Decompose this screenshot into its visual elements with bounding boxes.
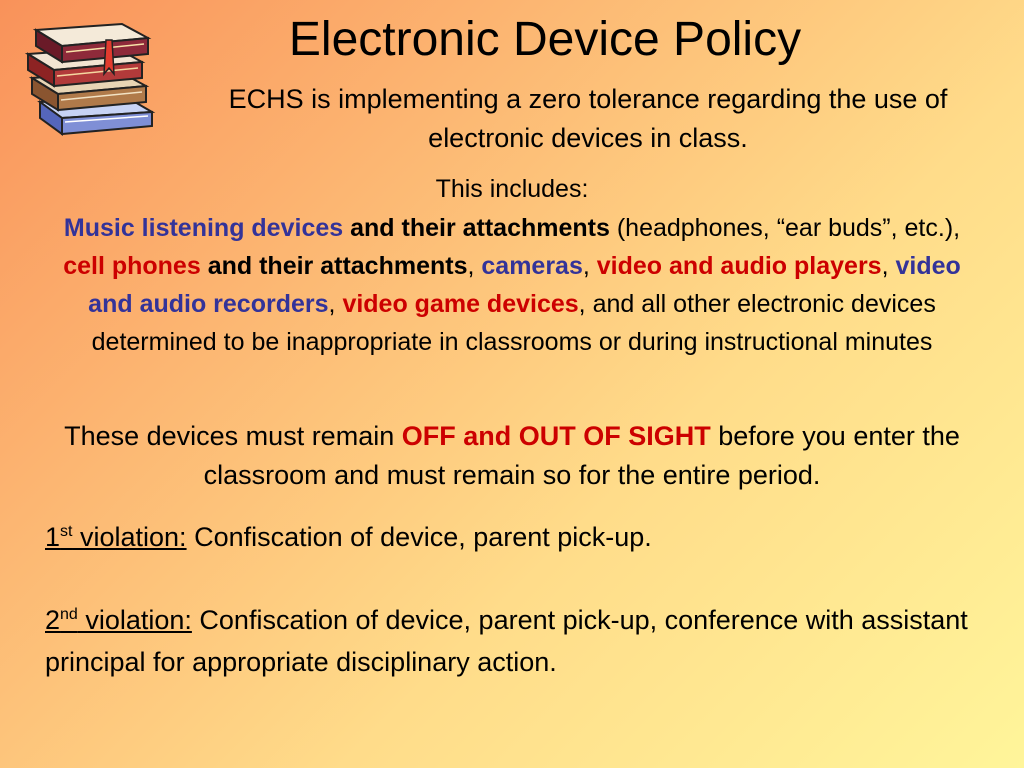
separator-3: , — [881, 252, 896, 280]
second-violation-ordinal: nd — [60, 606, 78, 623]
rule-emphasis: OFF and OUT OF SIGHT — [401, 421, 711, 451]
other-devices-text: , and all other electronic devices determined to be inappropriate in classrooms or during instructional minutes — [91, 290, 936, 356]
first-violation-label — [45, 522, 187, 552]
rule-before: These devices must remain — [64, 421, 402, 451]
books-stack-icon — [18, 10, 168, 145]
first-violation — [45, 516, 1010, 558]
first-violation-word: violation: — [72, 522, 187, 552]
second-violation-text: Confiscation of device, parent pick-up, conference with assistant principal for appropriate disciplinary action. — [45, 605, 968, 677]
first-violation-ordinal: st — [60, 523, 73, 540]
separator-1: , — [467, 252, 482, 280]
device-list — [52, 209, 972, 361]
separator-2: , — [582, 252, 597, 280]
first-violation-text: Confiscation of device, parent pick-up. — [186, 522, 652, 552]
second-violation — [45, 599, 1010, 683]
cell-phones-text: cell phones — [63, 252, 201, 280]
recorders-text: video and audio recorders — [88, 252, 961, 318]
separator-4: , — [328, 290, 343, 318]
second-violation-number: 2 — [45, 605, 61, 635]
game-devices-text: video game devices — [342, 290, 579, 318]
policy-summary: ECHS is implementing a zero tolerance regarding the use of electronic devices in class. — [228, 84, 948, 153]
cameras-text: cameras — [481, 252, 583, 280]
includes-heading: This includes: — [435, 175, 589, 203]
music-devices-text: Music listening devices — [63, 214, 344, 242]
slide-title: Electronic Device Policy — [288, 13, 802, 66]
rule-after: before you enter the classroom and must remain so for the entire period. — [203, 421, 960, 490]
players-text: video and audio players — [596, 252, 882, 280]
second-violation-label — [45, 605, 192, 635]
headphones-text: (headphones, “ear buds”, etc.), — [609, 214, 961, 242]
attachments-text-2: and their attachments — [207, 252, 468, 280]
first-violation-number: 1 — [45, 522, 61, 552]
attachments-text-1: and their attachments — [350, 214, 610, 242]
second-violation-word: violation: — [77, 605, 192, 635]
device-rule — [6, 417, 1018, 495]
